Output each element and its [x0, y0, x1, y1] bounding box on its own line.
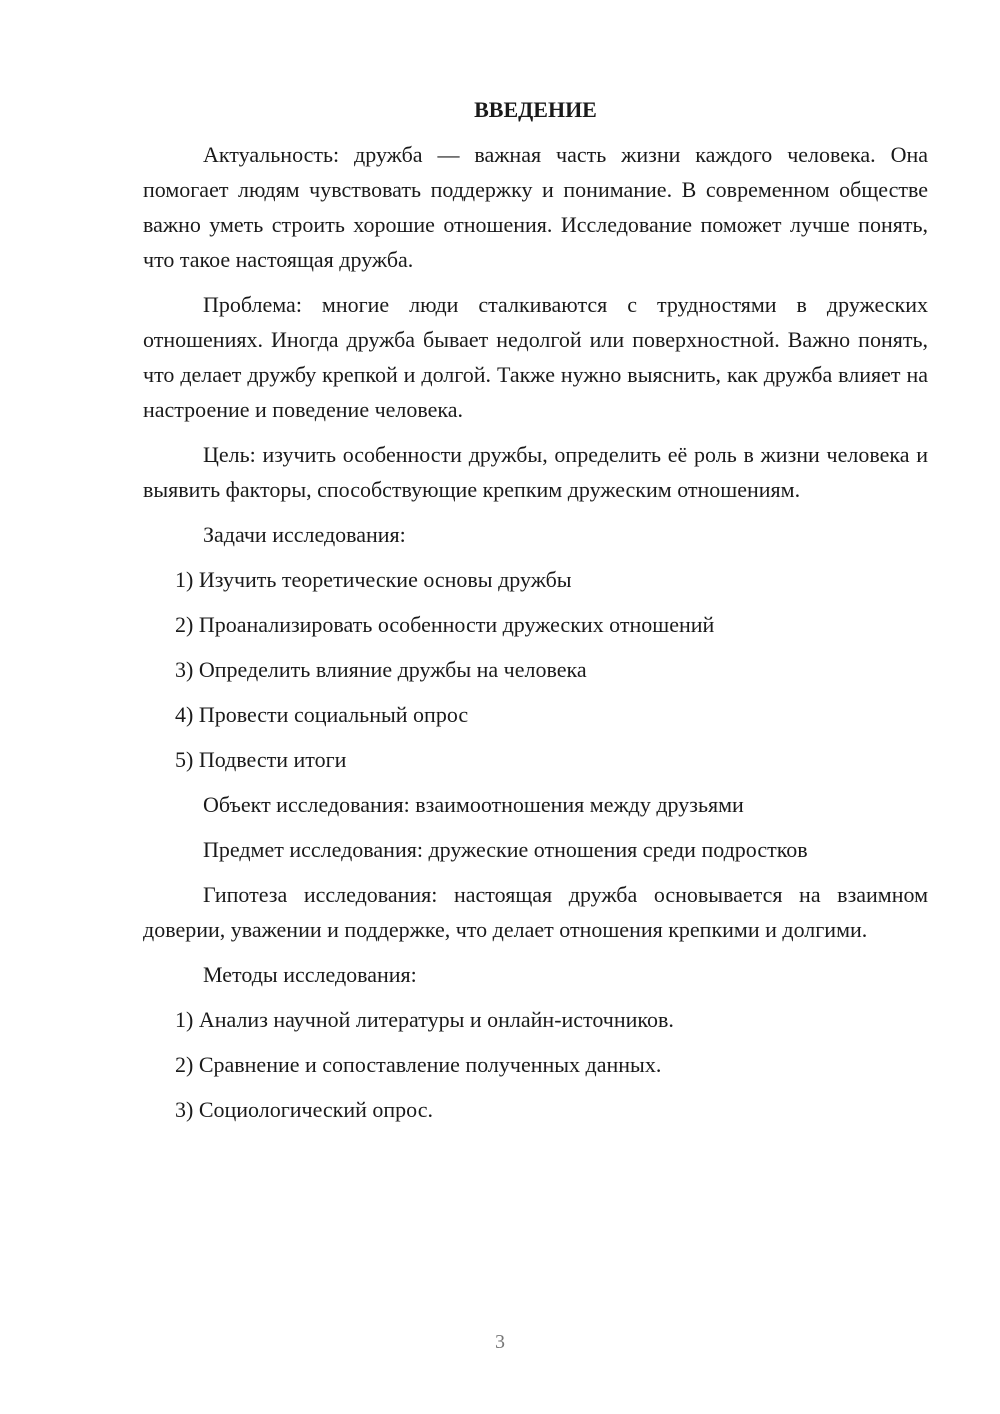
page-number: 3: [495, 1331, 505, 1353]
methods-heading: Методы исследования:: [203, 962, 417, 987]
list-item: 4) Провести социальный опрос: [175, 702, 469, 727]
tasks-list: [143, 562, 928, 777]
list-item: 1) Изучить теоретические основы дружбы: [175, 567, 572, 592]
problem-paragraph: Проблема: многие люди сталкиваются с трудностями в дружеских отношениях. Иногда дружба бывает недолгой или поверхностной. Важно понять, что делает дружбу крепкой и долгой. Также нужно выяснить, как дружба влияет на настроение и поведение человека.: [143, 292, 928, 422]
methods-list: [143, 1002, 928, 1127]
list-item: 3) Социологический опрос.: [175, 1097, 433, 1122]
subject-line: Предмет исследования: дружеские отношения среди подростков: [203, 837, 808, 862]
goal-paragraph: Цель: изучить особенности дружбы, определить её роль в жизни человека и выявить факторы, способствующие крепким дружеским отношениям.: [143, 442, 928, 502]
section-title: ВВЕДЕНИЕ: [474, 97, 597, 122]
list-item: 2) Проанализировать особенности дружеских отношений: [175, 612, 715, 637]
object-line: Объект исследования: взаимоотношения между друзьями: [203, 792, 744, 817]
list-item: 2) Сравнение и сопоставление полученных данных.: [175, 1052, 662, 1077]
relevance-paragraph: Актуальность: дружба — важная часть жизни каждого человека. Она помогает людям чувствовать поддержку и понимание. В современном обществе важно уметь строить хорошие отношения. Исследование поможет лучше понять, что такое настоящая дружба.: [143, 142, 928, 272]
list-item: 5) Подвести итоги: [175, 747, 347, 772]
hypothesis-paragraph: Гипотеза исследования: настоящая дружба основывается на взаимном доверии, уважении и поддержке, что делает отношения крепкими и долгими.: [143, 882, 928, 942]
list-item: 1) Анализ научной литературы и онлайн-источников.: [175, 1007, 674, 1032]
tasks-heading: Задачи исследования:: [203, 522, 406, 547]
document-page: [143, 92, 928, 1137]
list-item: 3) Определить влияние дружбы на человека: [175, 657, 587, 682]
